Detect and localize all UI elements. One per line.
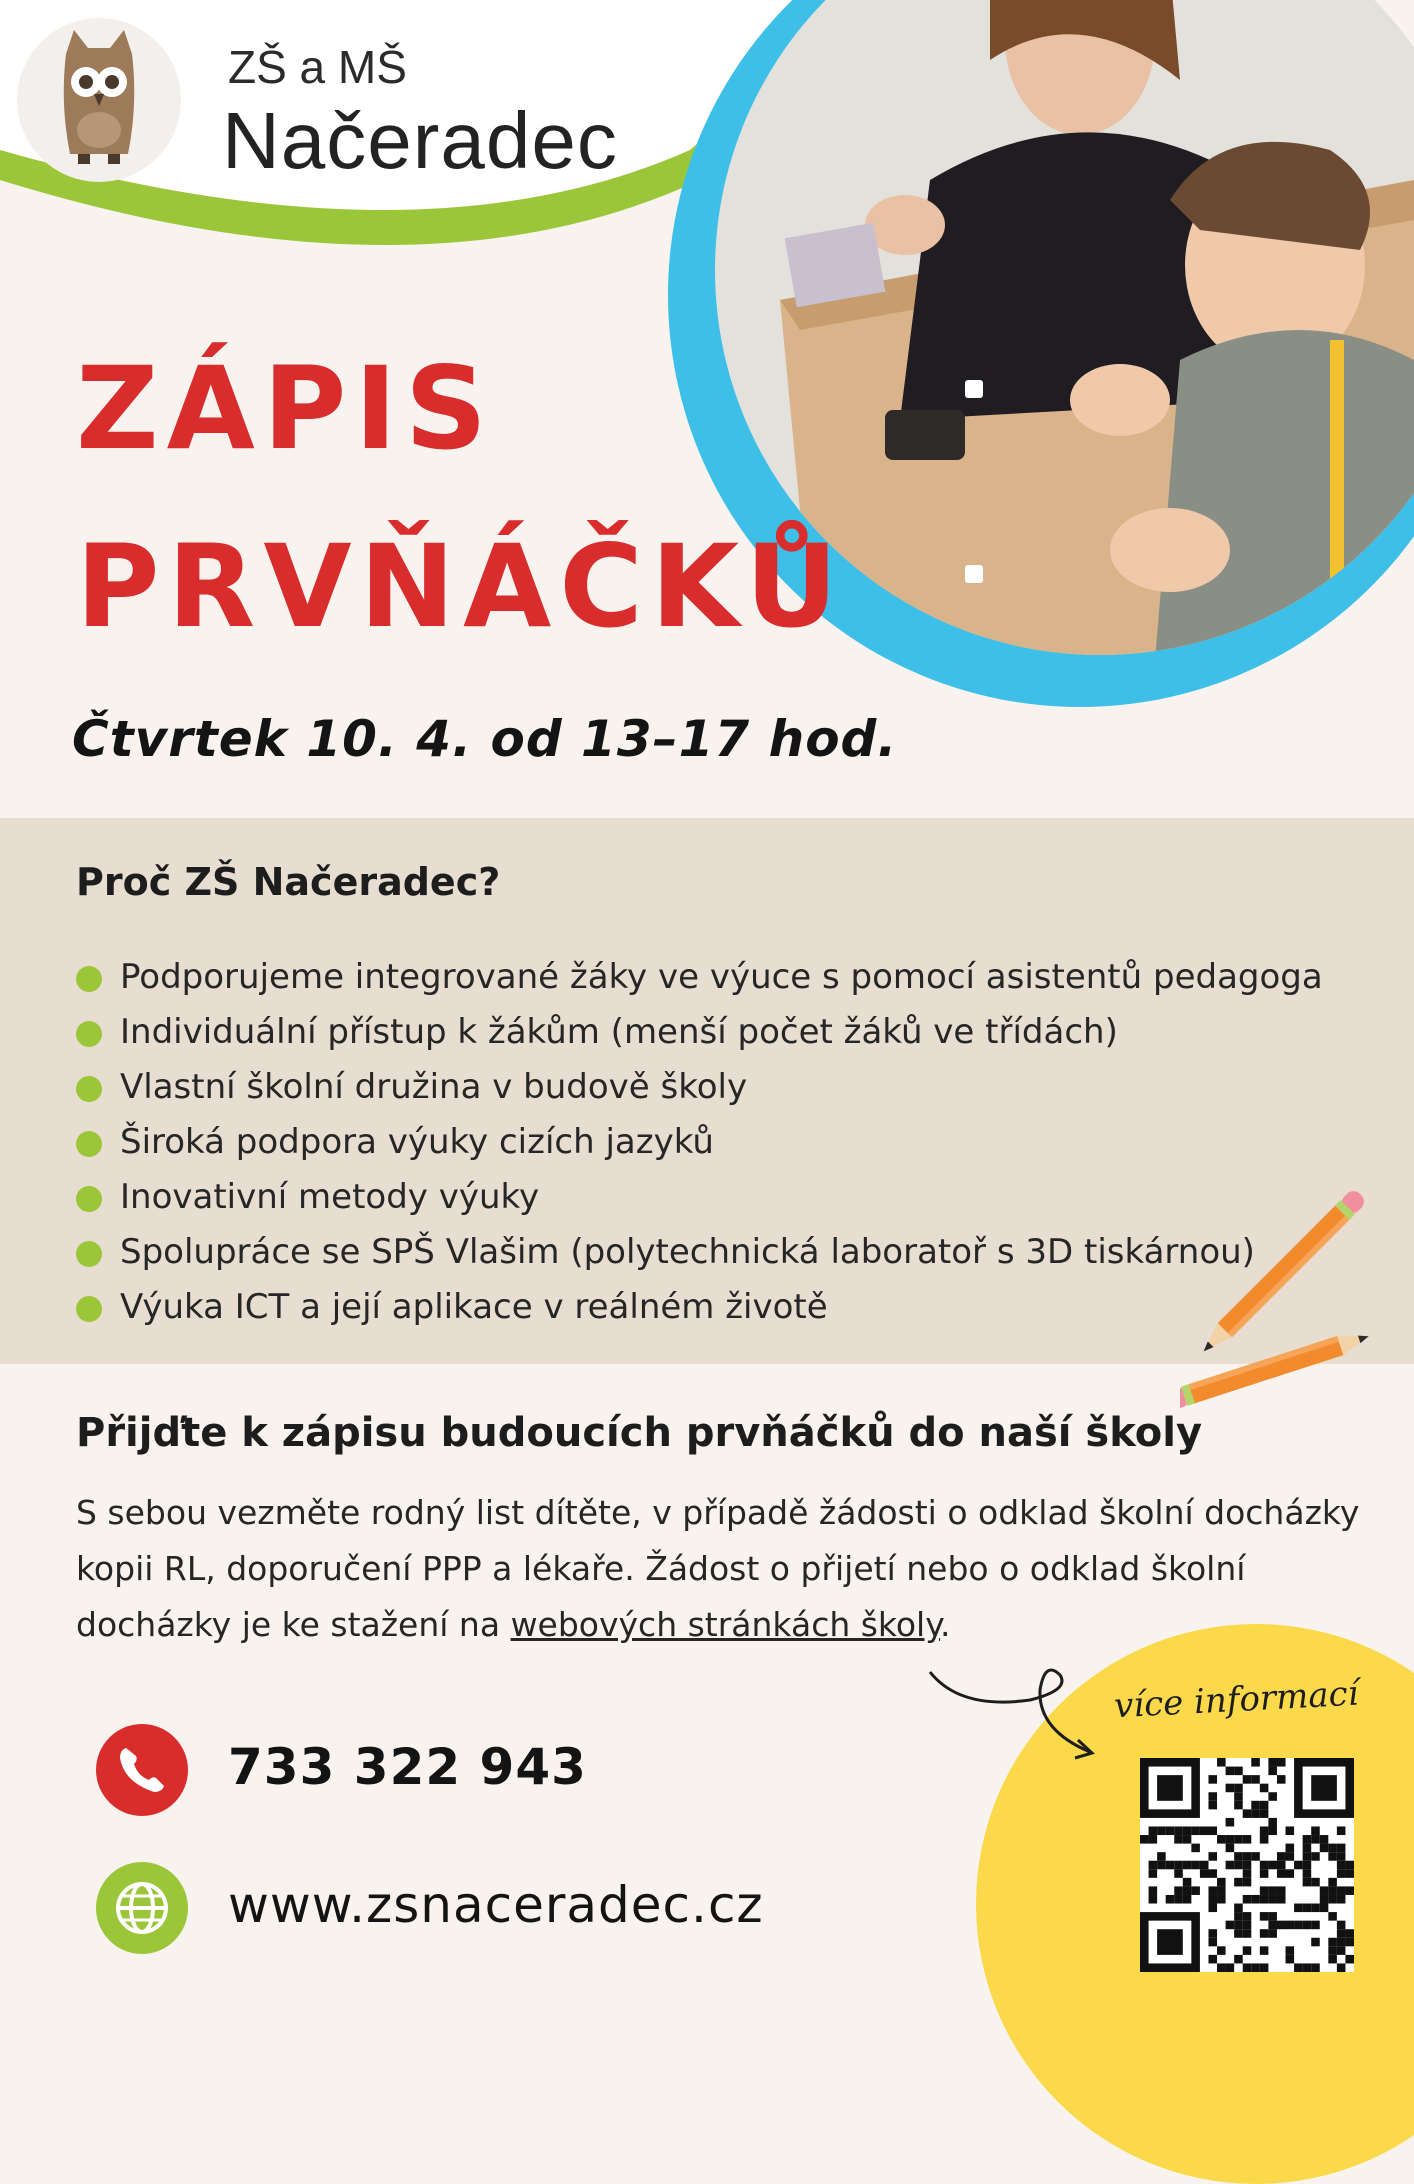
- school-short-name: ZŠ a MŠ: [228, 41, 407, 93]
- bullet-dot-icon: [76, 1076, 102, 1102]
- list-item: [74, 1280, 1323, 1335]
- list-item: [74, 1005, 1323, 1060]
- owl-logo-icon: [8, 14, 190, 186]
- list-item: [74, 1060, 1323, 1115]
- reasons-heading: Proč ZŠ Načeradec?: [76, 860, 501, 904]
- list-item-text: Inovativní metody výuky: [120, 1177, 540, 1217]
- bullet-dot-icon: [76, 1021, 102, 1047]
- invite-heading: Přijďte k zápisu budoucích prvňáčků do naší školy: [76, 1410, 1203, 1456]
- reasons-list: [74, 950, 1323, 1335]
- invite-text: S sebou vezměte rodný list dítěte, v případě žádosti o odklad školní docházky kopii RL, doporučení PPP a lékaře. Žádost o přijetí nebo o odklad školní docházky je ke stažení na: [76, 1493, 1360, 1644]
- headline-line-2: PRVŇÁČKŮ: [76, 520, 846, 653]
- list-item: [74, 950, 1323, 1005]
- pencils-icon: [1180, 1190, 1410, 1420]
- curly-arrow-icon: [920, 1660, 1120, 1770]
- invite-text-end: .: [940, 1605, 951, 1644]
- bullet-dot-icon: [76, 1131, 102, 1157]
- event-date: Čtvrtek 10. 4. od 13–17 hod.: [72, 710, 898, 768]
- more-info-label: více informací: [1113, 1673, 1360, 1727]
- list-item-text: Široká podpora výuky cizích jazyků: [120, 1122, 714, 1162]
- list-item-text: Spolupráce se SPŠ Vlašim (polytechnická laboratoř s 3D tiskárnou): [120, 1232, 1255, 1272]
- globe-icon: [96, 1862, 188, 1954]
- list-item: [74, 1225, 1323, 1280]
- bullet-dot-icon: [76, 966, 102, 992]
- qr-code[interactable]: [1140, 1758, 1354, 1972]
- list-item-text: Výuka ICT a její aplikace v reálném životě: [120, 1287, 828, 1327]
- list-item-text: Podporujeme integrované žáky ve výuce s pomocí asistentů pedagoga: [120, 957, 1323, 997]
- phone-number[interactable]: 733 322 943: [228, 1738, 587, 1796]
- list-item-text: Individuální přístup k žákům (menší počet žáků ve třídách): [120, 1012, 1118, 1052]
- school-name: Načeradec: [222, 96, 618, 185]
- website-address[interactable]: www.zsnaceradec.cz: [228, 1876, 764, 1934]
- headline-line-1: ZÁPIS: [76, 342, 495, 475]
- phone-icon: [96, 1724, 188, 1816]
- list-item-text: Vlastní školní družina v budově školy: [120, 1067, 748, 1107]
- school-website-link[interactable]: webových stránkách školy: [510, 1605, 941, 1644]
- list-item: [74, 1170, 1323, 1225]
- bullet-dot-icon: [76, 1186, 102, 1212]
- bullet-dot-icon: [76, 1296, 102, 1322]
- invite-paragraph: [76, 1485, 1396, 1653]
- list-item: [74, 1115, 1323, 1170]
- bullet-dot-icon: [76, 1241, 102, 1267]
